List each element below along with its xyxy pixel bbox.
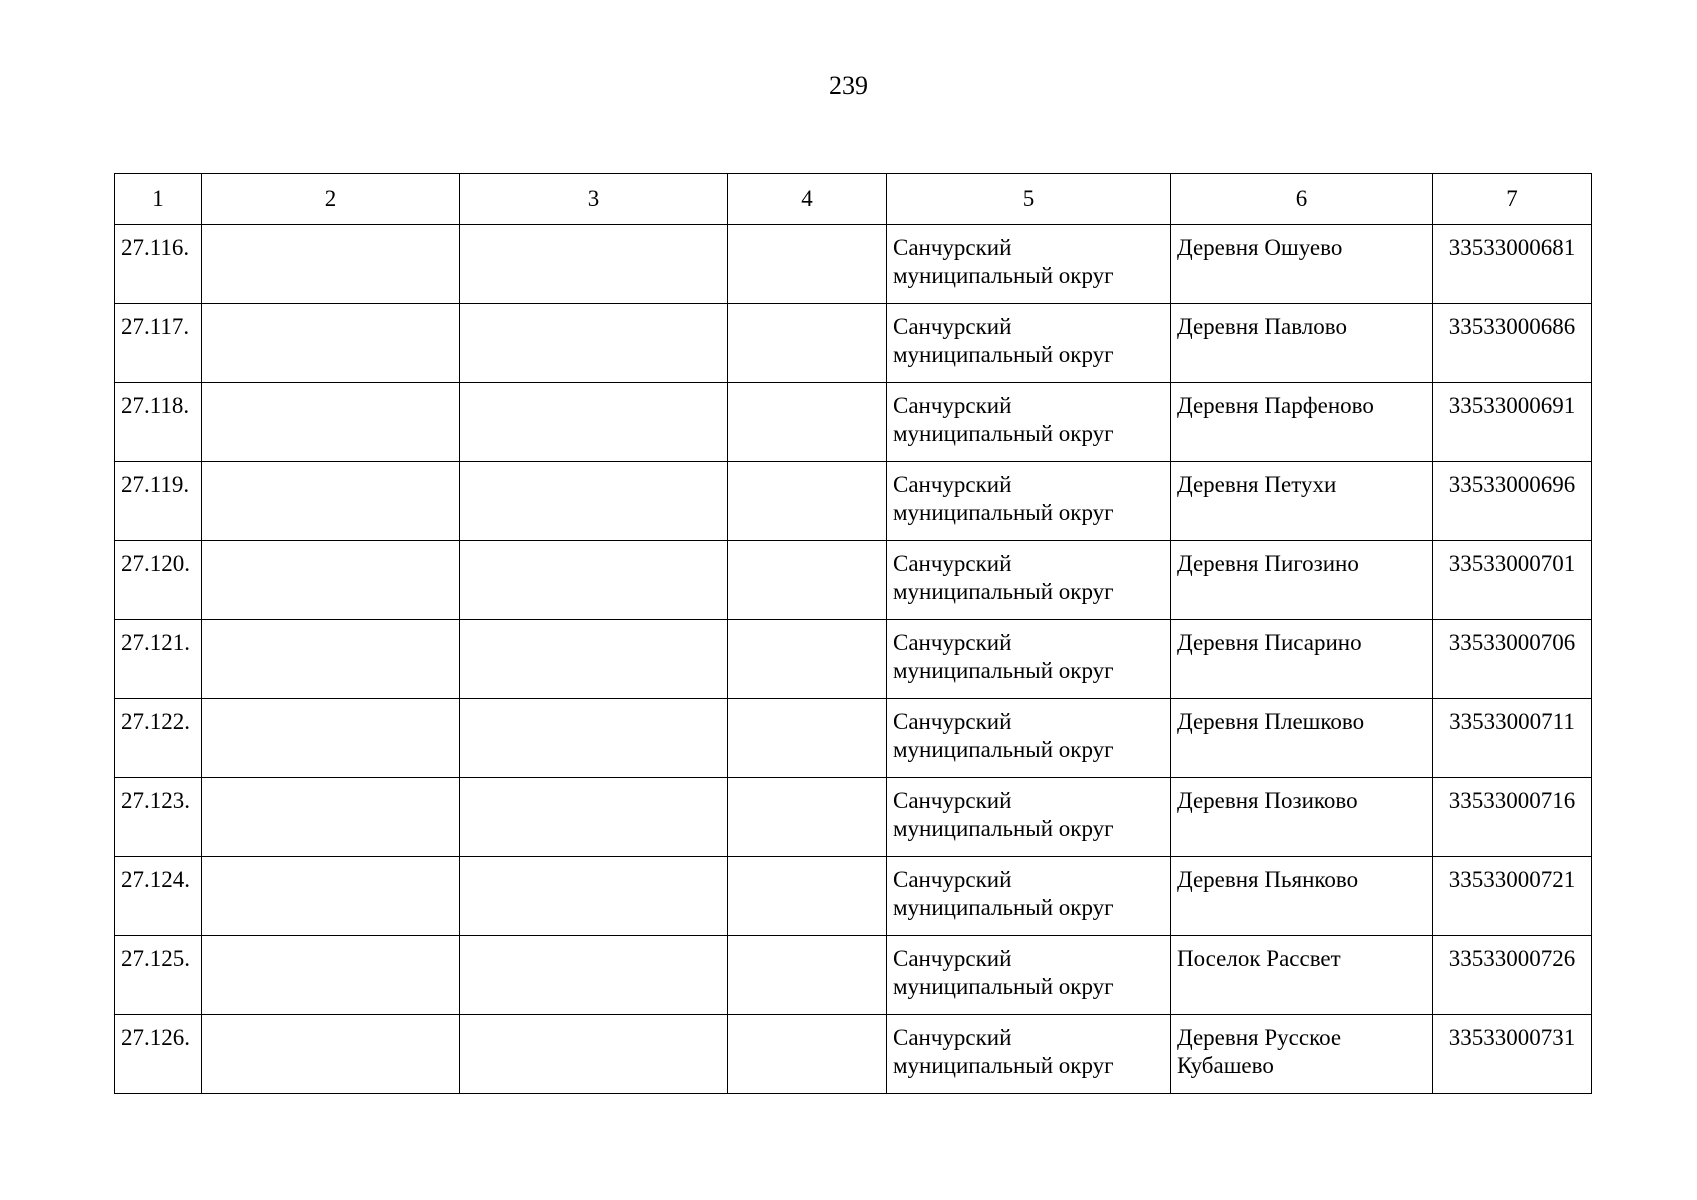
locality-cell: Деревня Писарино <box>1171 620 1433 699</box>
row-number-cell: 27.116. <box>115 225 202 304</box>
column-4-cell <box>728 1015 887 1094</box>
column-2-cell <box>202 936 460 1015</box>
district-cell: Санчурский муниципальный округ <box>887 778 1171 857</box>
district-cell: Санчурский муниципальный округ <box>887 936 1171 1015</box>
column-3-cell <box>460 383 728 462</box>
table-row <box>115 936 1592 1015</box>
table-row <box>115 304 1592 383</box>
row-number-cell: 27.125. <box>115 936 202 1015</box>
row-number-cell: 27.118. <box>115 383 202 462</box>
row-number-cell: 27.122. <box>115 699 202 778</box>
code-cell: 33533000716 <box>1433 778 1592 857</box>
code-cell: 33533000701 <box>1433 541 1592 620</box>
column-header-3: 3 <box>460 174 728 225</box>
table-row <box>115 857 1592 936</box>
table-row <box>115 778 1592 857</box>
column-2-cell <box>202 699 460 778</box>
table-row <box>115 620 1592 699</box>
locality-cell: Деревня Пьянково <box>1171 857 1433 936</box>
column-header-6: 6 <box>1171 174 1433 225</box>
column-3-cell <box>460 1015 728 1094</box>
table-header <box>115 174 1592 225</box>
column-header-1: 1 <box>115 174 202 225</box>
code-cell: 33533000686 <box>1433 304 1592 383</box>
locality-cell: Деревня Павлово <box>1171 304 1433 383</box>
code-cell: 33533000721 <box>1433 857 1592 936</box>
column-4-cell <box>728 620 887 699</box>
code-cell: 33533000726 <box>1433 936 1592 1015</box>
district-cell: Санчурский муниципальный округ <box>887 462 1171 541</box>
district-cell: Санчурский муниципальный округ <box>887 225 1171 304</box>
column-2-cell <box>202 857 460 936</box>
column-3-cell <box>460 462 728 541</box>
column-2-cell <box>202 541 460 620</box>
column-2-cell <box>202 383 460 462</box>
column-4-cell <box>728 383 887 462</box>
row-number-cell: 27.121. <box>115 620 202 699</box>
column-2-cell <box>202 304 460 383</box>
column-3-cell <box>460 699 728 778</box>
district-cell: Санчурский муниципальный округ <box>887 699 1171 778</box>
district-cell: Санчурский муниципальный округ <box>887 304 1171 383</box>
column-3-cell <box>460 304 728 383</box>
column-4-cell <box>728 462 887 541</box>
column-4-cell <box>728 857 887 936</box>
column-2-cell <box>202 778 460 857</box>
locality-cell: Деревня Позиково <box>1171 778 1433 857</box>
district-cell: Санчурский муниципальный округ <box>887 857 1171 936</box>
column-4-cell <box>728 304 887 383</box>
column-3-cell <box>460 225 728 304</box>
column-3-cell <box>460 620 728 699</box>
page-number: 239 <box>829 71 868 100</box>
district-cell: Санчурский муниципальный округ <box>887 620 1171 699</box>
row-number-cell: 27.124. <box>115 857 202 936</box>
row-number-cell: 27.126. <box>115 1015 202 1094</box>
column-2-cell <box>202 620 460 699</box>
column-2-cell <box>202 462 460 541</box>
column-3-cell <box>460 541 728 620</box>
locality-cell: Деревня Плешково <box>1171 699 1433 778</box>
code-cell: 33533000681 <box>1433 225 1592 304</box>
code-cell: 33533000696 <box>1433 462 1592 541</box>
header-row <box>115 174 1592 225</box>
table-row <box>115 462 1592 541</box>
code-cell: 33533000691 <box>1433 383 1592 462</box>
locality-cell: Деревня Пигозино <box>1171 541 1433 620</box>
table-row <box>115 225 1592 304</box>
code-cell: 33533000711 <box>1433 699 1592 778</box>
row-number-cell: 27.120. <box>115 541 202 620</box>
district-cell: Санчурский муниципальный округ <box>887 1015 1171 1094</box>
column-3-cell <box>460 778 728 857</box>
column-4-cell <box>728 778 887 857</box>
column-2-cell <box>202 1015 460 1094</box>
column-4-cell <box>728 225 887 304</box>
table-row <box>115 699 1592 778</box>
table-row <box>115 383 1592 462</box>
locality-cell: Поселок Рассвет <box>1171 936 1433 1015</box>
locality-cell: Деревня Парфеново <box>1171 383 1433 462</box>
district-cell: Санчурский муниципальный округ <box>887 541 1171 620</box>
column-4-cell <box>728 699 887 778</box>
column-3-cell <box>460 857 728 936</box>
district-cell: Санчурский муниципальный округ <box>887 383 1171 462</box>
code-cell: 33533000731 <box>1433 1015 1592 1094</box>
column-4-cell <box>728 541 887 620</box>
column-header-7: 7 <box>1433 174 1592 225</box>
data-table <box>114 173 1592 1094</box>
column-2-cell <box>202 225 460 304</box>
row-number-cell: 27.123. <box>115 778 202 857</box>
locality-cell: Деревня Петухи <box>1171 462 1433 541</box>
table-row <box>115 541 1592 620</box>
locality-cell: Деревня Ошуево <box>1171 225 1433 304</box>
column-header-4: 4 <box>728 174 887 225</box>
column-3-cell <box>460 936 728 1015</box>
locality-cell: Деревня Русское Кубашево <box>1171 1015 1433 1094</box>
table-body <box>115 225 1592 1094</box>
column-4-cell <box>728 936 887 1015</box>
code-cell: 33533000706 <box>1433 620 1592 699</box>
column-header-5: 5 <box>887 174 1171 225</box>
row-number-cell: 27.117. <box>115 304 202 383</box>
table-row <box>115 1015 1592 1094</box>
column-header-2: 2 <box>202 174 460 225</box>
row-number-cell: 27.119. <box>115 462 202 541</box>
